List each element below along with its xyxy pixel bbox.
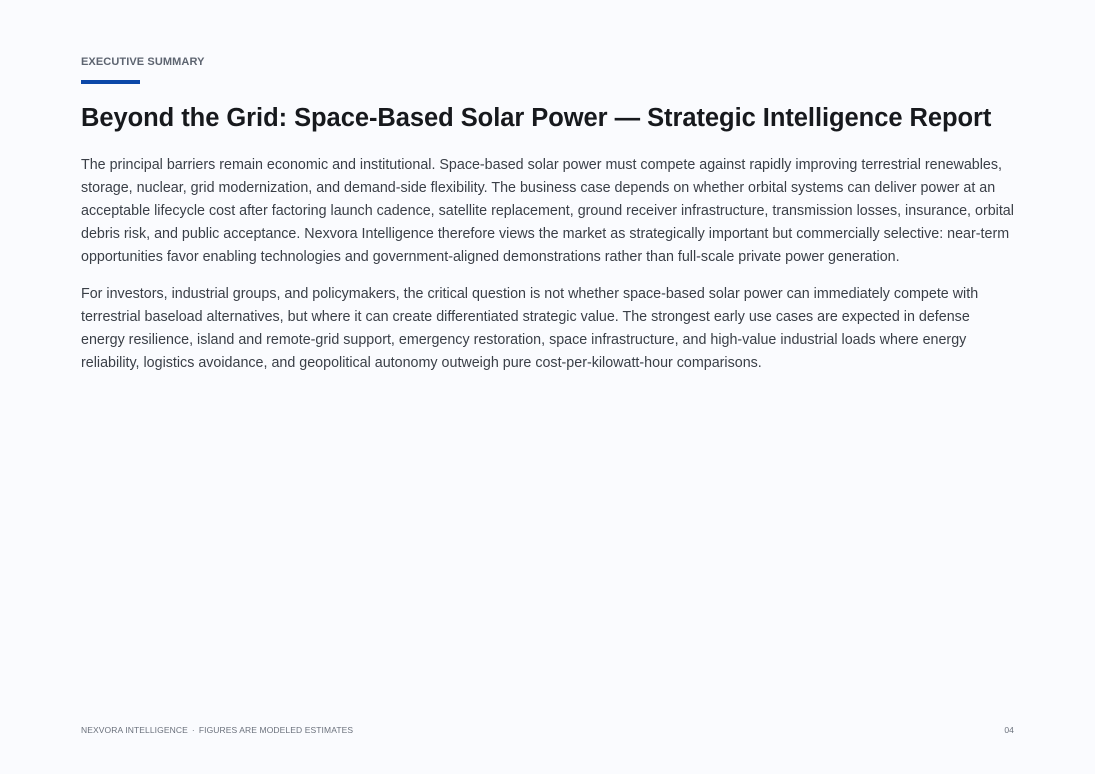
paragraph-1: The principal barriers remain economic and institutional. Space-based solar power must compete against rapidly improving terrestrial renewables, storage, nuclear, grid modernization, and demand-side flexibility. The business case depends on whether orbital systems can deliver power at an acceptable lifecycle cost after factoring launch cadence, satellite replacement, ground receiver infrastructure, transmission losses, insurance, orbital debris risk, and public acceptance. Nexvora Intelligence therefore views the market as strategically important but commercially selective: near-term opportunities favor enabling technologies and government-aligned demonstrations rather than full-scale private power generation. [81, 157, 1014, 265]
footer-brand: NEXVORA INTELLIGENCE [81, 725, 188, 735]
footer-left [81, 725, 353, 735]
page-title: Beyond the Grid: Space-Based Solar Power — Strategic Intelligence Report [81, 104, 992, 132]
section-label: EXECUTIVE SUMMARY [81, 56, 205, 68]
footer-separator: · [191, 725, 195, 735]
report-page [81, 0, 1016, 774]
accent-bar [81, 80, 140, 84]
paragraph-2: For investors, industrial groups, and policymakers, the critical question is not whether space-based solar power can immediately compete with terrestrial baseload alternatives, but where it can create differentiated strategic value. The strongest early use cases are expected in defense energy resilience, island and remote-grid support, emergency restoration, space infrastructure, and high-value industrial loads where energy reliability, logistics avoidance, and geopolitical autonomy outweigh pure cost-per-kilowatt-hour comparisons. [81, 286, 979, 371]
body-text [81, 154, 1016, 389]
footer-note: FIGURES ARE MODELED ESTIMATES [198, 725, 354, 735]
page-number: 04 [1004, 725, 1014, 735]
